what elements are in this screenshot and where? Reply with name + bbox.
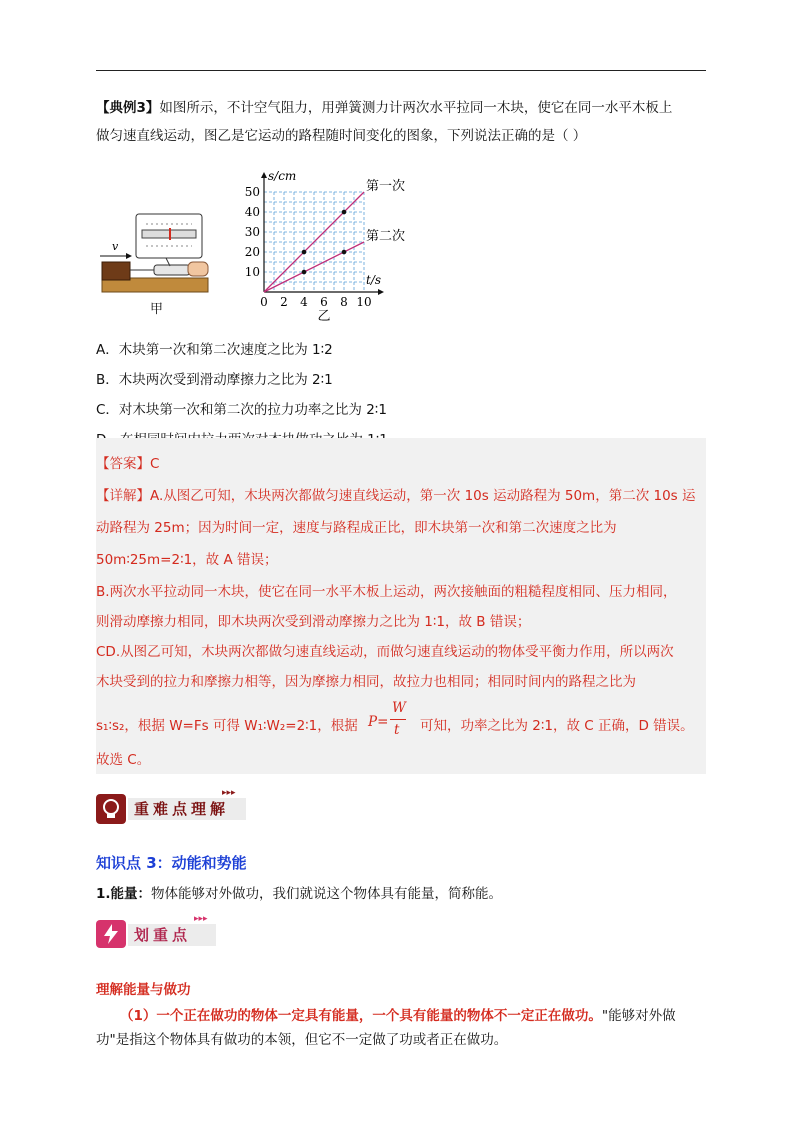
series-label-1: 第一次 [366, 179, 406, 194]
x-tick-label: 10 [356, 295, 372, 309]
hand [188, 262, 208, 276]
x-tick-label: 4 [300, 295, 308, 309]
x-axis-label: t/s [366, 273, 382, 287]
y-tick-label: 20 [244, 245, 260, 259]
figure-jia-label: 甲 [150, 302, 164, 317]
y-axis-arrow [261, 172, 267, 178]
y-axis-label: s/cm [268, 169, 297, 183]
option-c: C．对木块第一次和第二次的拉力功率之比为 2∶1 [96, 402, 387, 418]
answer-detail-8a: s₁∶s₂，根据 W=Fs 可得 W₁∶W₂=2∶1，根据 [96, 718, 358, 734]
answer-label: 【答案】C [96, 456, 160, 472]
option-b: B．木块两次受到滑动摩擦力之比为 2∶1 [96, 372, 333, 388]
x-tick-label: 6 [320, 295, 328, 309]
arrows-icon-2: ▸▸▸ [194, 914, 208, 924]
knowledge-heading: 知识点 3：动能和势能 [96, 854, 247, 872]
answer-detail-1: 【详解】A.从图乙可知，木块两次都做匀速直线运动，第一次 10s 运动路程为 50m，第二次 10s 运 [96, 488, 696, 504]
answer-detail-2: 动路程为 25m；因为时间一定，速度与路程成正比，即木块第一次和第二次速度之比为 [96, 520, 617, 536]
answer-detail-8b: 可知，功率之比为 2∶1，故 C 正确，D 错误。 [420, 718, 694, 734]
answer-detail-7: 木块受到的拉力和摩擦力相等，因为摩擦力相同，故拉力也相同；相同时间内的路程之比为 [96, 674, 636, 690]
lightning-icon [96, 920, 126, 948]
chart-caption: 乙 [317, 309, 331, 322]
series-point-1 [302, 250, 307, 255]
y-tick-label: 40 [244, 205, 260, 219]
velocity-label: v [112, 240, 119, 253]
spring-scale [154, 265, 190, 275]
understanding-p2: 功"是指这个物体具有做功的本领，但它不一定做了功或者正在做功。 [96, 1032, 508, 1048]
y-tick-label: 50 [244, 185, 260, 199]
understanding-p1: （1）一个正在做功的物体一定具有能量，一个具有能量的物体不一定正在做功。"能够对外做 [120, 1008, 676, 1024]
x-tick-label: 0 [260, 295, 268, 309]
section-title-highlight: 划重点 [134, 926, 192, 944]
answer-detail-6: CD.从图乙可知，木块两次都做匀速直线运动，而做匀速直线运动的物体受平衡力作用，所以两次 [96, 644, 674, 660]
section-title-key-points: 重难点理解 [134, 800, 230, 818]
understanding-heading: 理解能量与做功 [96, 982, 191, 998]
x-axis-arrow [378, 289, 384, 295]
knowledge-item-1: 1.能量：物体能够对外做功，我们就说这个物体具有能量，简称能。 [96, 886, 503, 902]
x-tick-label: 2 [280, 295, 288, 309]
answer-detail-4: B.两次水平拉动同一木块，使它在同一水平木板上运动，两次接触面的粗糙程度相同、压力相同， [96, 584, 677, 600]
series-point-2 [302, 270, 307, 275]
option-a: A．木块第一次和第二次速度之比为 1∶2 [96, 342, 333, 358]
question-line-2: 做匀速直线运动，图乙是它运动的路程随时间变化的图象，下列说法正确的是（ ） [96, 128, 587, 144]
lightbulb-icon [96, 794, 126, 824]
chart-yi [230, 156, 430, 322]
wood-block [102, 262, 130, 280]
y-tick-label: 30 [244, 225, 260, 239]
section-badge-highlight [96, 914, 226, 950]
x-tick-label: 8 [340, 295, 348, 309]
power-formula: P= W t [368, 700, 406, 738]
answer-detail-3: 50m∶25m=2∶1，故 A 错误； [96, 552, 278, 568]
answer-detail-9: 故选 C。 [96, 752, 151, 768]
answer-detail-5: 则滑动摩擦力相同，即木块两次受到滑动摩擦力之比为 1∶1，故 B 错误； [96, 614, 531, 630]
question-tag: 【典例3】 [96, 100, 160, 116]
series-label-2: 第二次 [366, 229, 406, 244]
y-tick-label: 10 [244, 265, 260, 279]
section-badge-key-points [96, 788, 256, 828]
series-point-1 [342, 210, 347, 215]
top-rule [96, 70, 706, 71]
series-point-2 [342, 250, 347, 255]
arrows-icon: ▸▸▸ [222, 788, 236, 798]
question-line-1: 【典例3】如图所示，不计空气阻力，用弹簧测力计两次水平拉同一木块，使它在同一水平木板上 [96, 100, 673, 116]
